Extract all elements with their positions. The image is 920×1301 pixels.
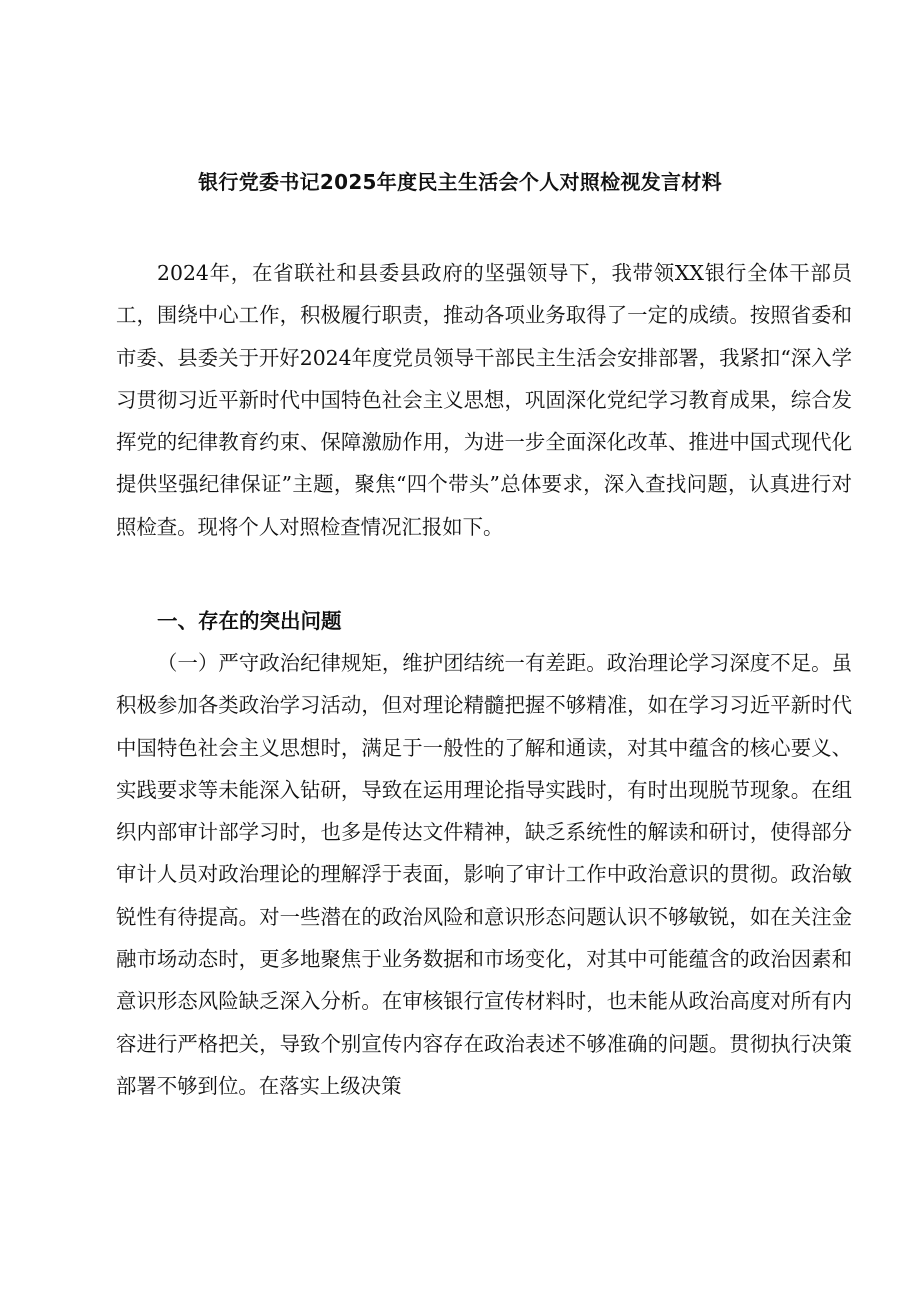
body-paragraph: （一）严守政治纪律规矩，维护团结统一有差距。政治理论学习深度不足。虽积极参加各类政治学习活动，但对理论精髓把握不够精准，如在学习习近平新时代中国特色社会主义思想时，满足于一般性的了解和通读，对其中蕴含的核心要义、实践要求等未能深入钻研，导致在运用理论指导实践时，有时出现脱节现象。在组织内部审计部学习时，也多是传达文件精神，缺乏系统性的解读和研讨，使得部分审计人员对政治理论的理解浮于表面，影响了审计工作中政治意识的贯彻。政治敏锐性有待提高。对一些潜在的政治风险和意识形态问题认识不够敏锐，如在关注金融市场动态时，更多地聚焦于业务数据和市场变化，对其中可能蕴含的政治因素和意识形态风险缺乏深入分析。在审核银行宣传材料时，也未能从政治高度对所有内容进行严格把关，导致个别宣传内容存在政治表述不够准确的问题。贯彻执行决策部署不够到位。在落实上级决策 [116, 651, 852, 1098]
intro-paragraph: 2024年，在省联社和县委县政府的坚强领导下，我带领XX银行全体干部员工，围绕中心工作，积极履行职责，推动各项业务取得了一定的成绩。按照省委和市委、县委关于开好2024年度党员领导干部民主生活会安排部署，我紧扣“深入学习贯彻习近平新时代中国特色社会主义思想，巩固深化党纪学习教育成果，综合发挥党的纪律教育约束、保障激励作用，为进一步全面深化改革、推进中国式现代化提供坚强纪律保证”主题，聚焦“四个带头”总体要求，深入查找问题，认真进行对照检查。现将个人对照检查情况汇报如下。 [116, 261, 852, 539]
section-heading: 一、存在的突出问题 [157, 609, 342, 633]
document-title: 银行党委书记2025年度民主生活会个人对照检视发言材料 [198, 170, 722, 194]
